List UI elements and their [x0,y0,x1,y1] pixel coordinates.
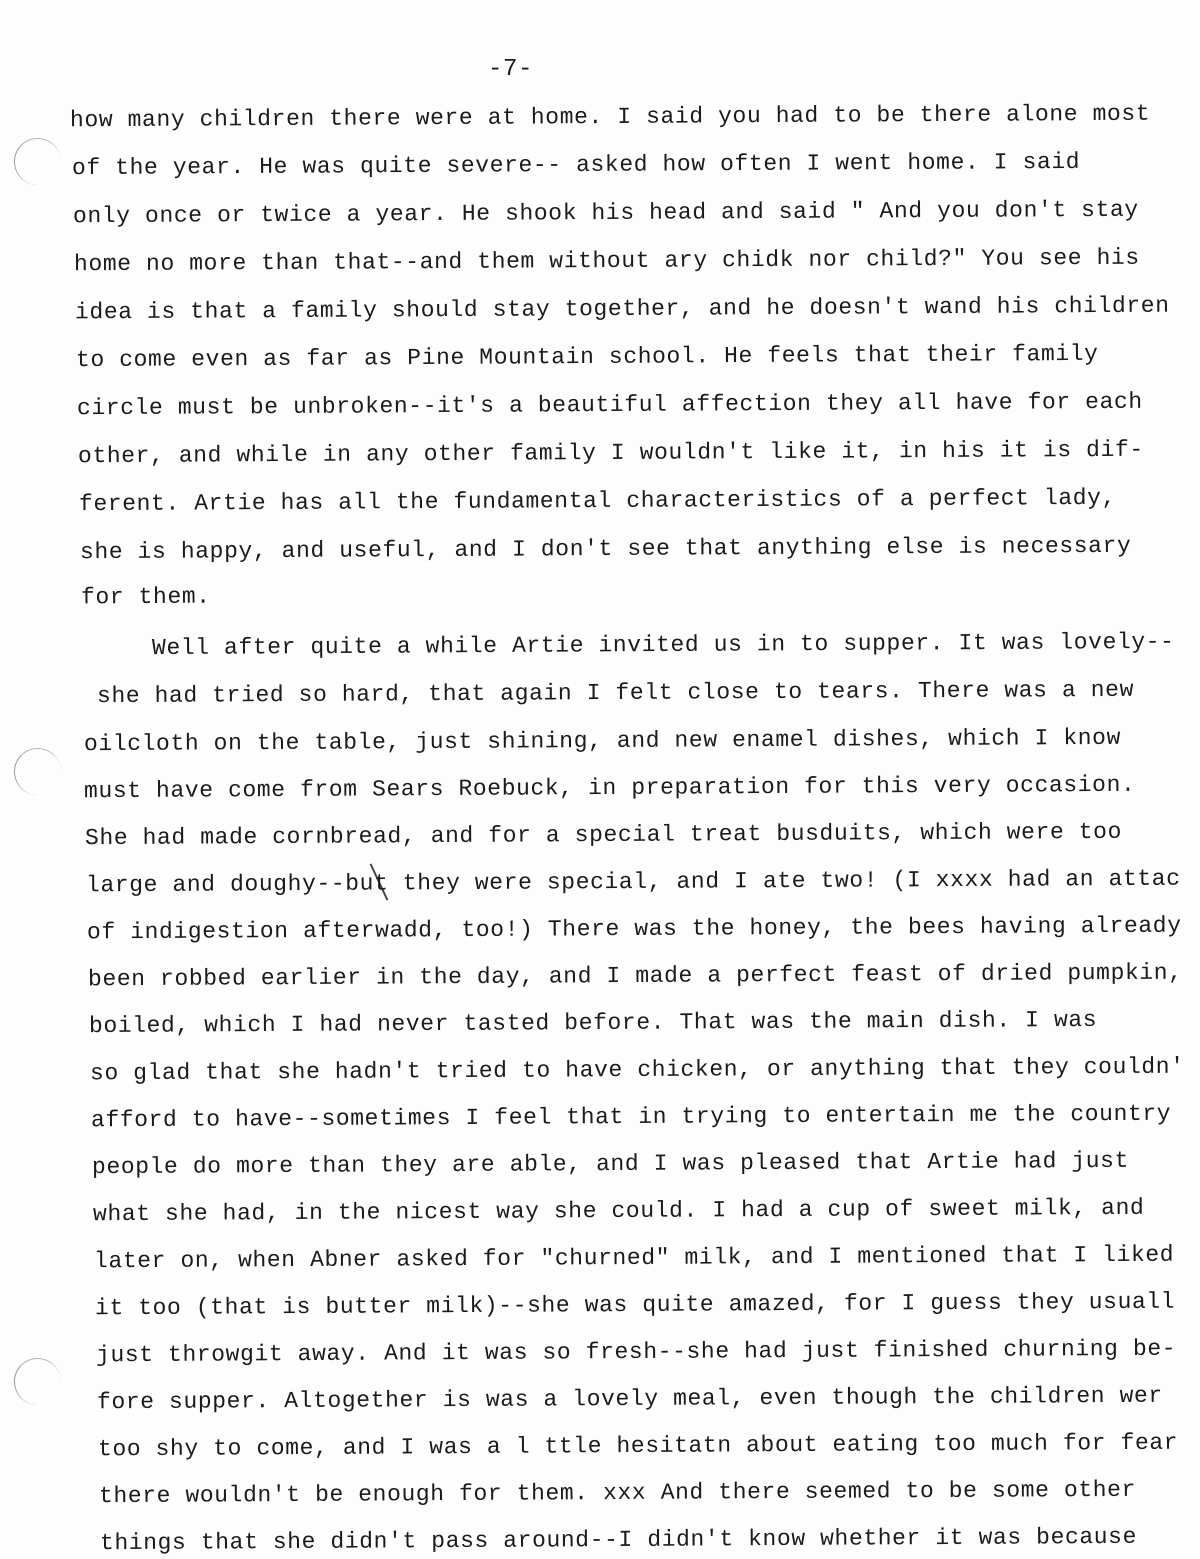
text-line: for them. [80,583,211,611]
text-line: it too (that is butter milk)--she was quite amazed, for I guess they usuall [94,1288,1176,1322]
text-line: must have come from Sears Roebuck, in preparation for this very occasion. [83,771,1136,805]
text-line: just throwgit away. And it was so fresh--she had just finished churning be- [95,1335,1177,1369]
binder-hole-bottom [14,1358,61,1405]
text-line: there wouldn't be enough for them. xxx And there seemed to be some other [98,1476,1137,1510]
text-line: other, and while in any other family I wouldn't like it, in his it is dif- [77,436,1144,470]
text-line: she had tried so hard, that again I felt close to tears. There was a new [96,676,1135,710]
text-line: too shy to come, and I was a l ttle hesitatn about eating too much for fear [97,1429,1179,1463]
binder-hole-top [14,138,61,185]
text-line: she is happy, and useful, and I don't see that anything else is necessary [79,532,1132,566]
text-line: how many children there were at home. I said you had to be there alone most [69,100,1151,134]
text-line: people do more than they are able, and I was pleased that Artie had just [91,1147,1130,1181]
text-line: She had made cornbread, and for a special treat busduits, which were too [84,818,1123,852]
text-line: things that she didn't pass around--I didn't know whether it was because [99,1523,1138,1557]
text-line: only once or twice a year. He shook his head and said " And you don't stay [72,196,1139,230]
text-line: oilcloth on the table, just shining, and new enamel dishes, which I know [83,724,1122,758]
text-line: large and doughy--but they were special, and I ate two! (I xxxx had an attac [85,865,1181,899]
text-line: been robbed earlier in the day, and I made a perfect feast of dried pumpkin, [87,959,1183,993]
text-line: afford to have--sometimes I feel that in trying to entertain me the country [90,1100,1172,1134]
text-line: ferent. Artie has all the fundamental characteristics of a perfect lady, [78,484,1117,518]
text-line: of indigestion afterwadd, too!) There was the honey, the bees having already [86,912,1182,946]
text-line: Well after quite a while Artie invited us in to supper. It was lovely-- [151,628,1175,662]
text-line: of the year. He was quite severe-- asked how often I went home. I said [71,148,1081,182]
text-line: home no more than that--and them without ary chidk nor child?" You see his [73,244,1140,278]
text-line: what she had, in the nicest way she could. I had a cup of sweet milk, and [92,1194,1145,1228]
text-line: to come even as far as Pine Mountain school. He feels that their family [75,340,1099,374]
page-number: -7- [488,56,534,83]
text-line: idea is that a family should stay together, and he doesn't wand his children [74,292,1170,326]
text-line: fore supper. Altogether is was a lovely meal, even though the children wer [96,1382,1163,1416]
text-line: so glad that she hadn't tried to have chicken, or anything that they couldn' [89,1053,1185,1087]
text-line: later on, when Abner asked for "churned" milk, and I mentioned that I liked [93,1241,1175,1275]
text-line: boiled, which I had never tasted before. That was the main dish. I was [88,1006,1098,1040]
text-line: circle must be unbroken--it's a beautiful affection they all have for each [76,388,1143,422]
binder-hole-middle [14,748,61,795]
